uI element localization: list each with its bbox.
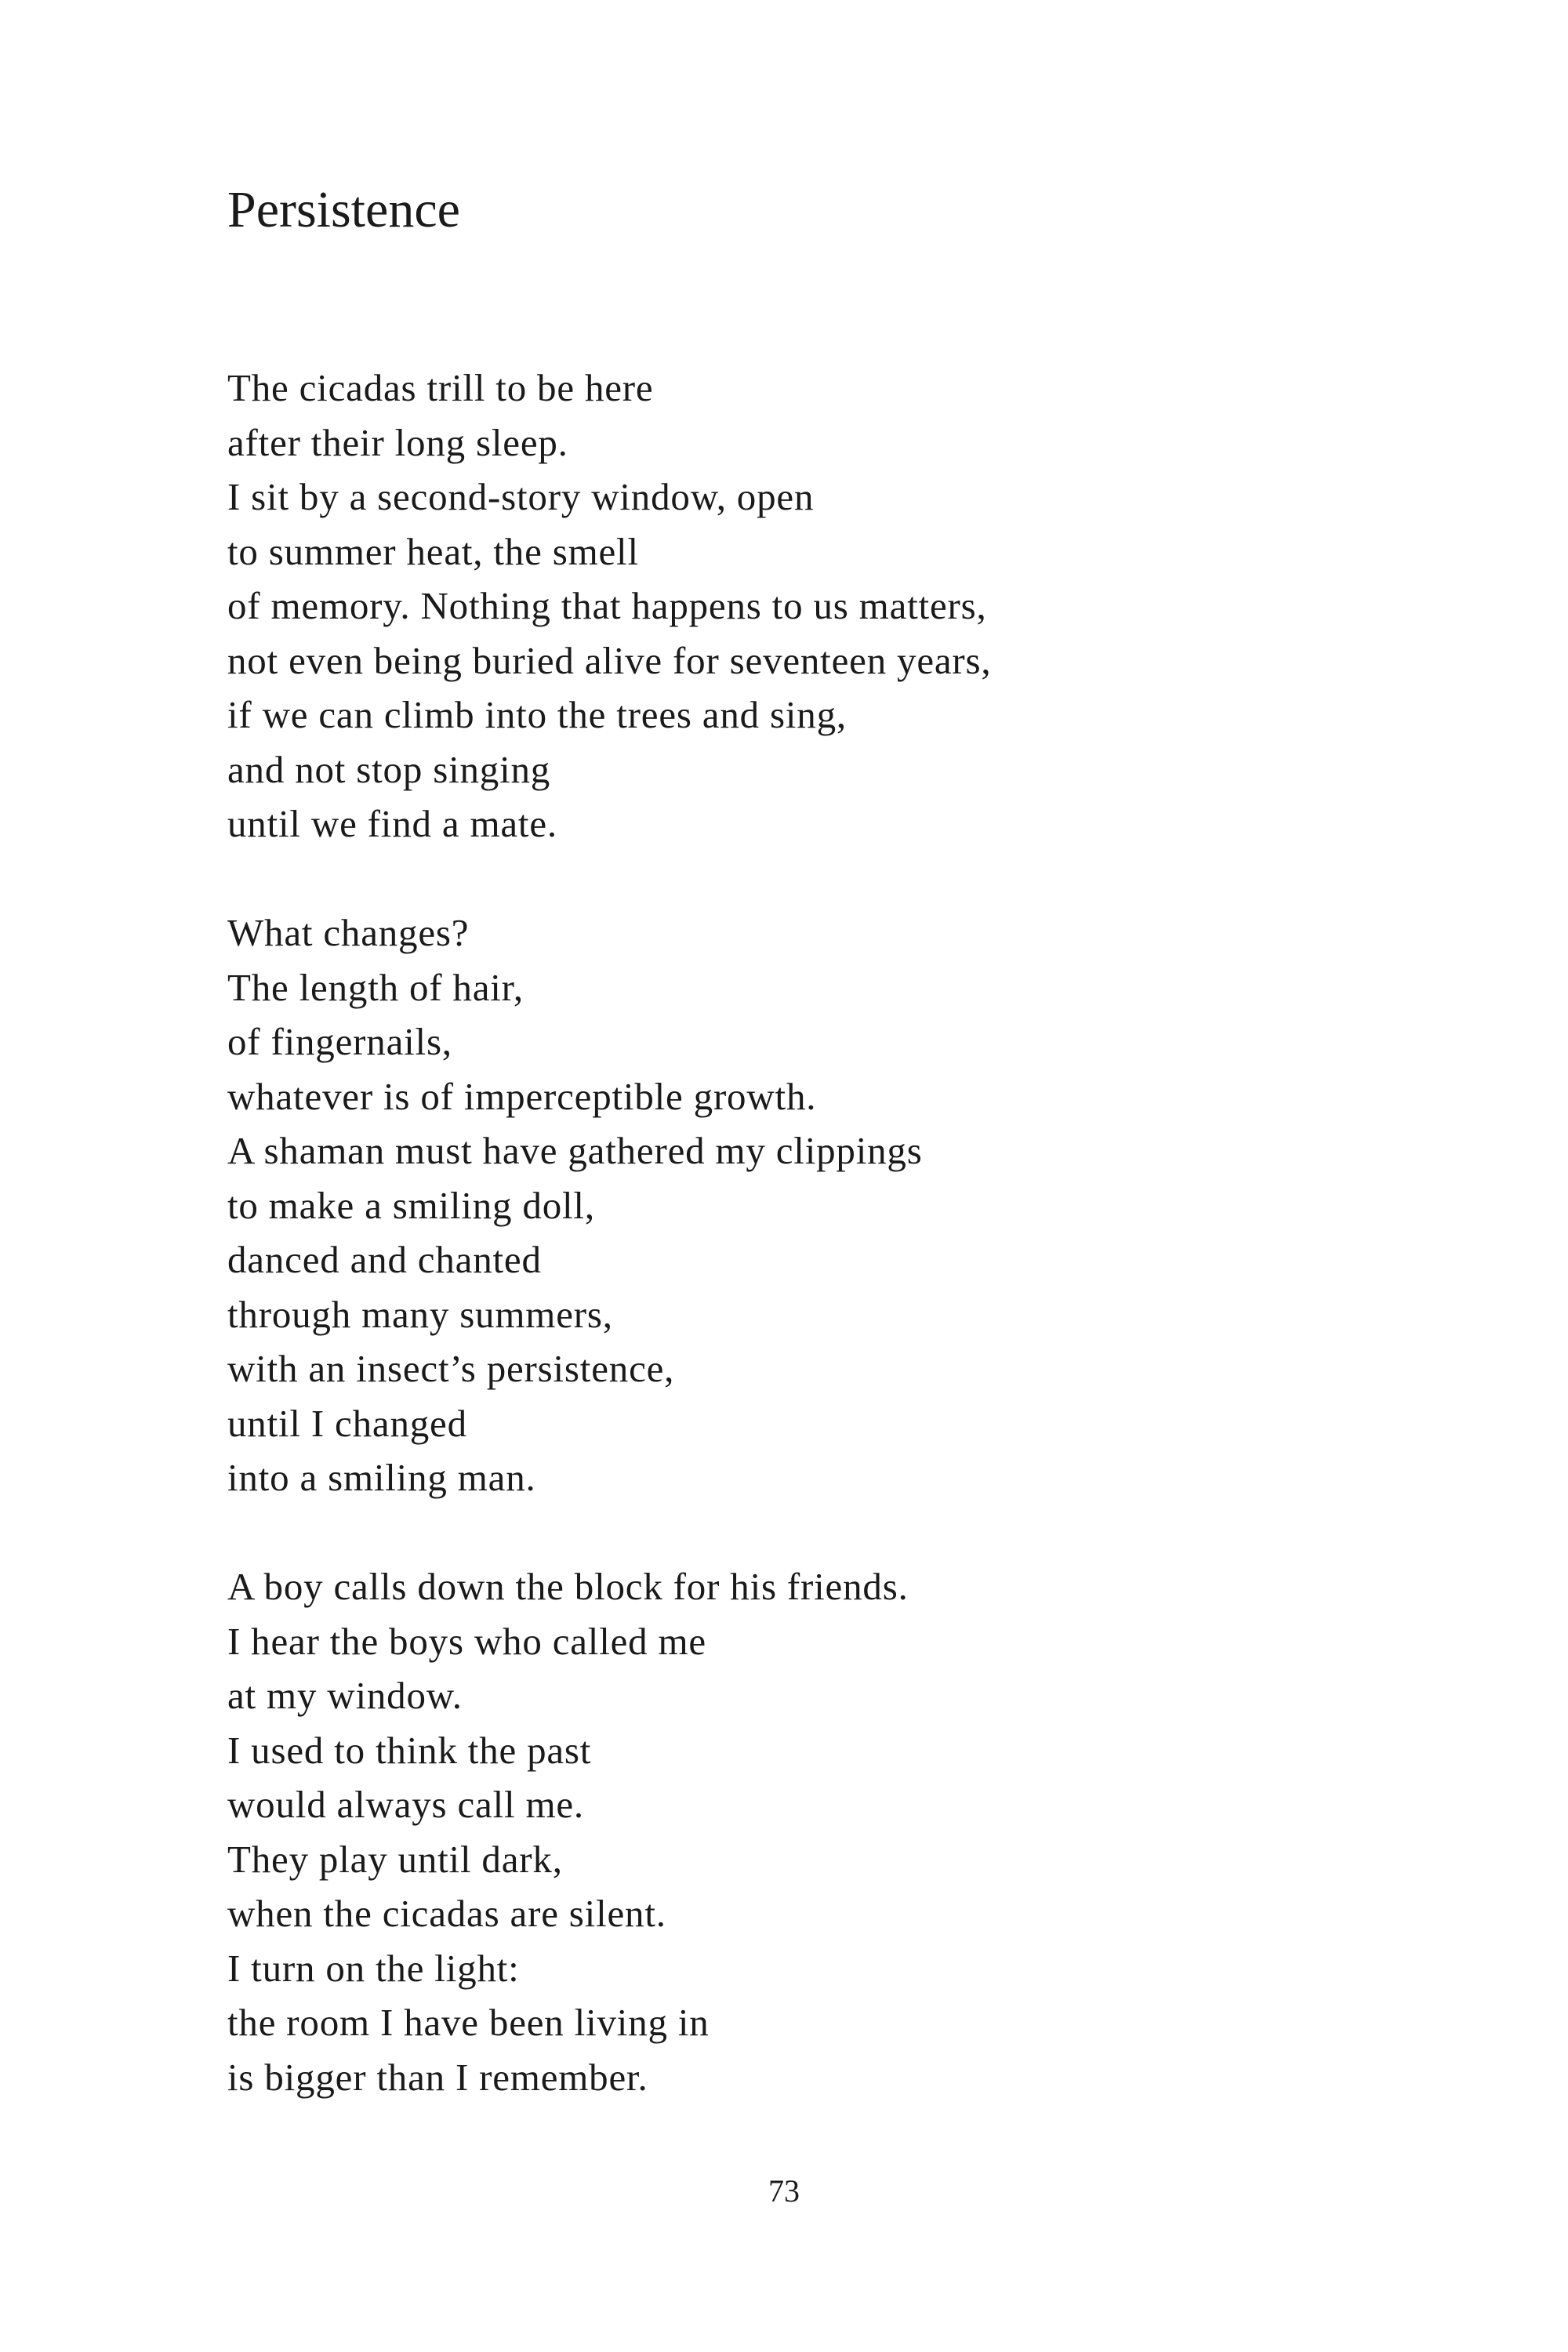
poem-body — [227, 361, 1403, 2104]
poem-line: I used to think the past — [227, 1728, 592, 1772]
poem-line: A boy calls down the block for his friends. — [227, 1565, 909, 1608]
poem-line: of memory. Nothing that happens to us matters, — [227, 584, 987, 627]
stanza-2 — [227, 906, 1403, 1505]
poem-line: I turn on the light: — [227, 1946, 520, 1990]
poem-line: A shaman must have gathered my clippings — [227, 1129, 923, 1172]
poem-line: until I changed — [227, 1401, 467, 1445]
poem-line: with an insect’s persistence, — [227, 1347, 675, 1390]
poem-title: Persistence — [227, 181, 460, 238]
poem-line: and not stop singing — [227, 747, 551, 791]
poem-line: not even being buried alive for seventeen years, — [227, 638, 992, 682]
poem-line: The length of hair, — [227, 965, 524, 1009]
page-number: 73 — [768, 2173, 800, 2209]
poem-line: through many summers, — [227, 1292, 613, 1336]
poem-line: of fingernails, — [227, 1020, 452, 1063]
poem-line: whatever is of imperceptible growth. — [227, 1074, 817, 1118]
poem-line: The cicadas trill to be here — [227, 366, 654, 409]
poem-line: after their long sleep. — [227, 420, 568, 464]
poem-line: I sit by a second-story window, open — [227, 475, 815, 518]
poem-line: danced and chanted — [227, 1238, 542, 1281]
poem-line: would always call me. — [227, 1783, 584, 1826]
poem-line: I hear the boys who called me — [227, 1619, 706, 1663]
stanza-1 — [227, 361, 1403, 851]
poem-line: the room I have been living in — [227, 2001, 710, 2044]
poem-line: What changes? — [227, 911, 470, 954]
poem-line: if we can climb into the trees and sing, — [227, 693, 847, 736]
poem-line: until we find a mate. — [227, 802, 557, 845]
stanza-3 — [227, 1559, 1403, 2104]
poem-line: when the cicadas are silent. — [227, 1892, 666, 1935]
poem-line: into a smiling man. — [227, 1456, 536, 1499]
poem-line: to make a smiling doll, — [227, 1183, 595, 1227]
poem-line: They play until dark, — [227, 1837, 563, 1881]
poem-line: is bigger than I remember. — [227, 2055, 648, 2099]
poem-line: at my window. — [227, 1674, 463, 1717]
poem-line: to summer heat, the smell — [227, 529, 639, 573]
